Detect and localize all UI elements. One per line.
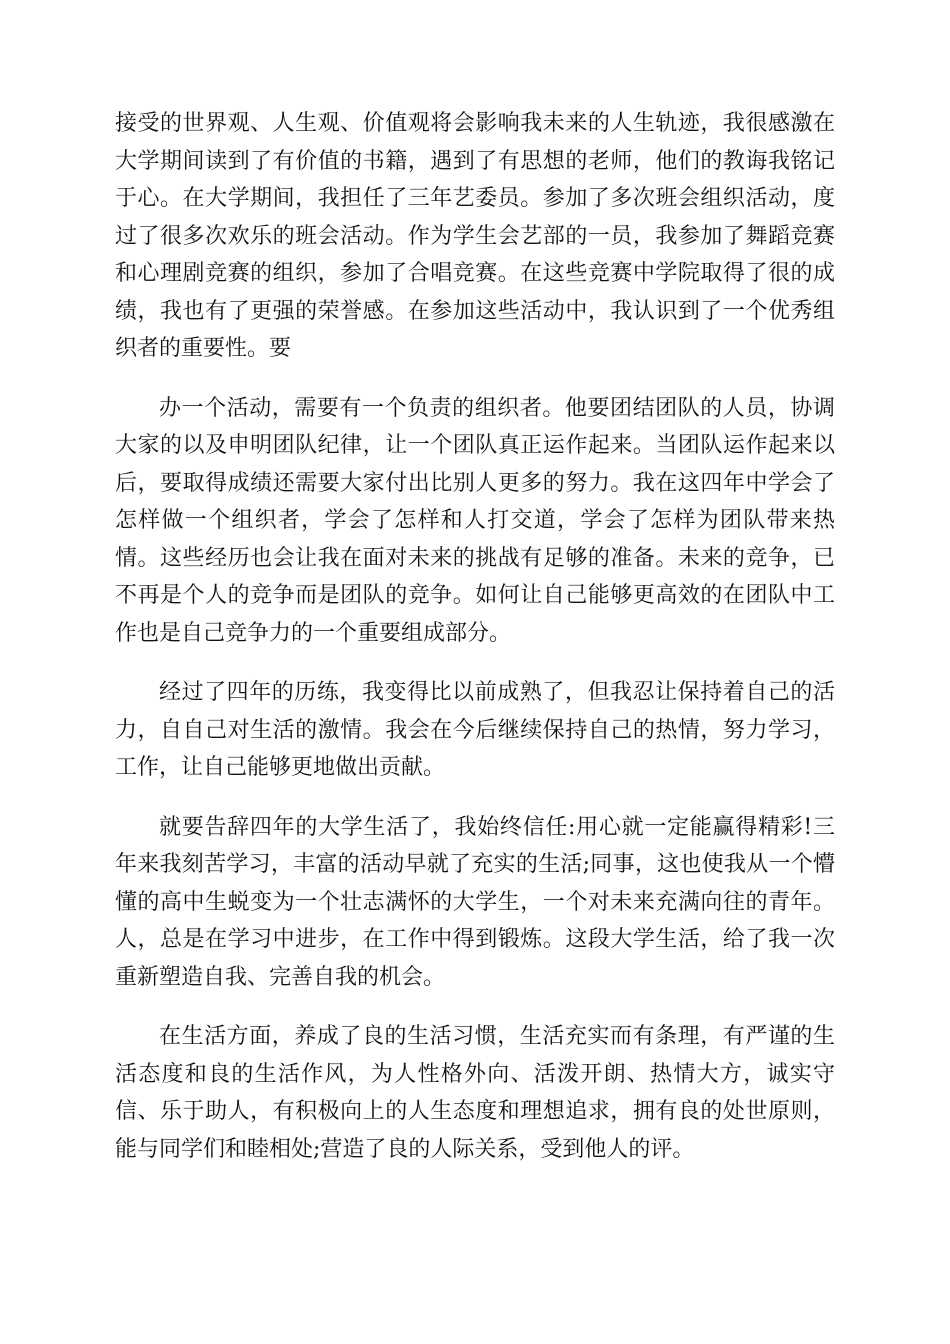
paragraph-4: 就要告辞四年的大学生活了，我始终信任:用心就一定能赢得精彩!三年来我刻苦学习，丰富的活动早就了充实的生活;同事，这也使我从一个懵懂的高中生蜕变为一个壮志满怀的大学生，一个对未来充满向往的青年。人，总是在学习中进步，在工作中得到锻炼。这段大学生活，给了我一次重新塑造自我、完善自我的机会。	[115, 814, 835, 990]
paragraph-3: 经过了四年的历练，我变得比以前成熟了，但我忍让保持着自己的活力，自自己对生活的激情。我会在今后继续保持自己的热情，努力学习，工作，让自己能够更地做出贡献。	[115, 680, 835, 780]
paragraph-1: 接受的世界观、人生观、价值观将会影响我未来的人生轨迹，我很感激在大学期间读到了有价值的书籍，遇到了有思想的老师，他们的教诲我铭记于心。在大学期间，我担任了三年艺委员。参加了多次班会组织活动，度过了很多次欢乐的班会活动。作为学生会艺部的一员，我参加了舞蹈竞赛和心理剧竞赛的组织，参加了合唱竞赛。在这些竞赛中学院取得了很的成绩，我也有了更强的荣誉感。在参加这些活动中，我认识到了一个优秀组织者的重要性。要	[115, 111, 835, 361]
paragraph-2: 办一个活动，需要有一个负责的组织者。他要团结团队的人员，协调大家的以及申明团队纪律，让一个团队真正运作起来。当团队运作起来以后，要取得成绩还需要大家付出比别人更多的努力。我在这四年中学会了怎样做一个组织者，学会了怎样和人打交道，学会了怎样为团队带来热情。这些经历也会让我在面对未来的挑战有足够的准备。未来的竞争，已不再是个人的竞争而是团队的竞争。如何让自己能够更高效的在团队中工作也是自己竞争力的一个重要组成部分。	[115, 395, 835, 646]
paragraph-5: 在生活方面，养成了良的生活习惯，生活充实而有条理，有严谨的生活态度和良的生活作风，为人性格外向、活泼开朗、热情大方，诚实守信、乐于助人，有积极向上的人生态度和理想追求，拥有良的处世原则，能与同学们和睦相处;营造了良的人际关系，受到他人的评。	[115, 1024, 835, 1162]
document-page	[115, 105, 835, 1190]
